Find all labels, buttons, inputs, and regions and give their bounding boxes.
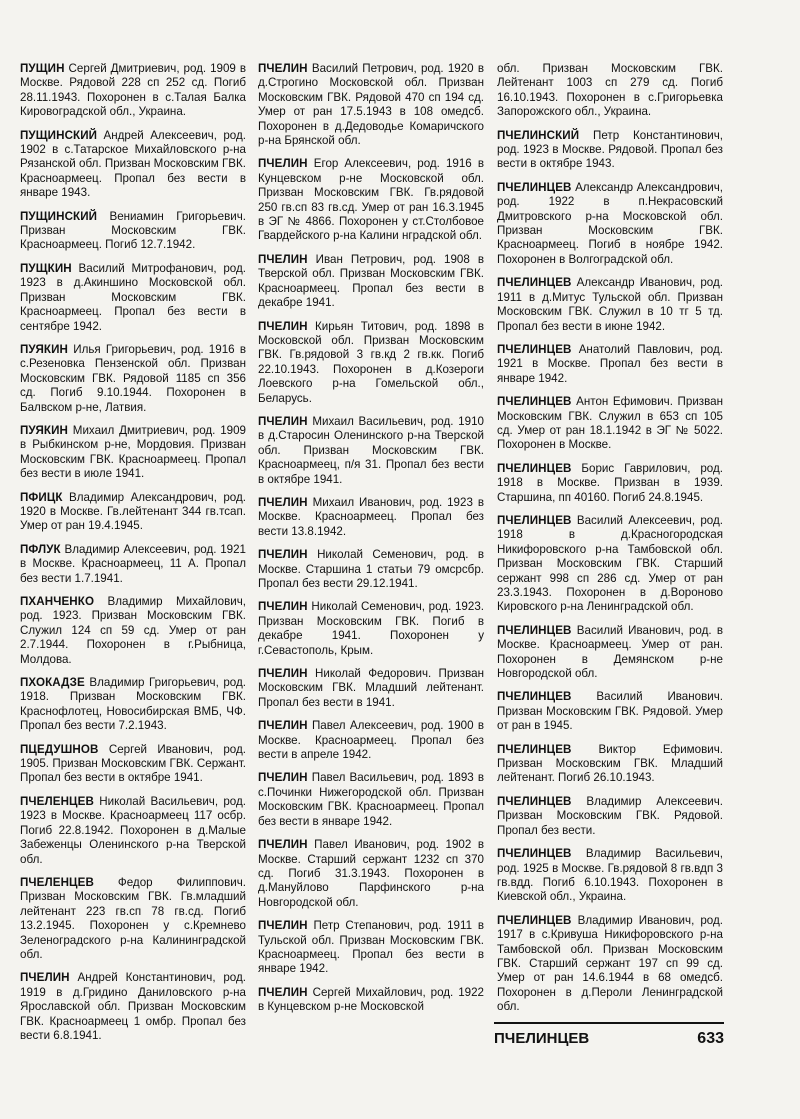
entry-text: Егор Алексеевич, род. 1916 в Кунцевском р-не Московской обл. Призван Московским ГВК. Гв.рядовой 250 гв.сп 83 гв.сд. Умер от ран 16.3.1945 в ЭГ № 4866. Похоронен у ст.Столбовое Гвардейского р-на Калини нградской обл.	[258, 157, 484, 243]
entry-text: Владимир Алексеевич. Призван Московским ГВК. Рядовой. Пропал без вести.	[497, 794, 723, 837]
entry-text: Павел Иванович, род. 1902 в Москве. Старший сержант 1232 сп 370 сд. Погиб 31.3.1943. Похоронен в д.Мануйлово Парфинского р-на Новгородской обл.	[258, 838, 484, 909]
entry-text: Владимир Михайлович, род. 1923. Призван Московским ГВК. Служил 124 сп 59 сд. Умер от ран 2.7.1944. Похоронен в г.Рыбница, Молдова.	[20, 595, 246, 666]
biography-entry	[20, 676, 246, 734]
biography-entry	[497, 847, 723, 905]
entry-text: Сергей Иванович, род. 1905. Призван Московским ГВК. Сержант. Пропал без вести в октябре 1941.	[20, 742, 246, 785]
entry-surname: ПЧЕЛИН	[258, 495, 308, 509]
entry-text: Михаил Иванович, род. 1923 в Москве. Красноармеец. Пропал без вести 13.8.1942.	[258, 495, 484, 538]
entry-surname: ПЧЕЛИНЦЕВ	[497, 461, 572, 475]
biography-entry	[497, 62, 723, 120]
text-column-1	[20, 62, 246, 1052]
biography-entry	[258, 600, 484, 658]
entry-surname: ПЧЕЛИН	[258, 157, 308, 171]
entry-text: Сергей Дмитриевич, род. 1909 в Москве. Рядовой 228 сп 252 сд. Погиб 28.11.1943. Похоронен в с.Талая Балка Кировоградской обл., Украина.	[20, 62, 246, 119]
entry-surname: ПХАНЧЕНКО	[20, 595, 95, 608]
biography-entry	[497, 395, 723, 453]
entry-text: Владимир Александрович, род. 1920 в Москве. Гв.лейтенант 344 гв.тсап. Умер от ран 19.4.1945.	[20, 490, 246, 533]
entry-surname: ПФИЦК	[20, 490, 63, 504]
biography-entry	[258, 157, 484, 243]
entry-surname: ПЧЕЛИН	[258, 838, 308, 852]
entry-text: Антон Ефимович. Призван Московским ГВК. Служил в 653 сп 105 сд. Умер от ран 18.1.1942 в ЭГ № 5022. Похоронен в Москве.	[497, 395, 723, 452]
entry-text: Михаил Васильевич, род. 1910 в д.Старосин Оленинского р-на Тверской обл. Призван Московским ГВК. Красноармеец, п/я 31. Пропал без вести в октябре 1941.	[258, 414, 484, 486]
entry-surname: ПЧЕЛИН	[258, 319, 308, 333]
entry-surname: ПЧЕЛИНЦЕВ	[497, 913, 572, 927]
entry-text: Андрей Алексеевич, род. 1902 в с.Татарское Михайловского р-на Рязанской обл. Призван Московским ГВК. Красноармеец. Пропал без вести в январе 1943.	[20, 128, 246, 200]
biography-entry	[20, 424, 246, 482]
entry-surname: ПЧЕЛИНЦЕВ	[497, 395, 572, 409]
entry-text: Николай Васильевич, род. 1923 в Москве. Красноармеец 117 осбр. Погиб 22.8.1942. Похоронен в д.Малые Забеженцы Оленинского р-на Тверской обл.	[20, 794, 246, 866]
entry-text: Владимир Алексеевич, род. 1921 в Москве. Красноармеец, 11 А. Пропал без вести 1.7.1941.	[20, 542, 246, 585]
entry-text: Александр Иванович, род. 1911 в д.Митус Тульской обл. Призван Московским ГВК. Служил в 10 тг 5 тд. Пропал без вести в июне 1942.	[497, 276, 723, 333]
entry-surname: ПУЩИН	[20, 62, 65, 75]
biography-entry	[497, 181, 723, 267]
page-footer	[494, 1022, 724, 1048]
entry-text: Виктор Ефимович. Призван Московским ГВК. Младший лейтенант. Погиб 26.10.1943.	[497, 742, 723, 785]
entry-surname: ПЧЕЛИНЦЕВ	[497, 513, 572, 527]
biography-entry	[20, 795, 246, 867]
text-column-2	[258, 62, 484, 1024]
entry-text: Иван Петрович, род. 1908 в Тверской обл. Призван Московским ГВК. Красноармеец. Пропал без вести в декабре 1941.	[258, 252, 484, 310]
biography-entry	[20, 62, 246, 120]
entry-surname: ПЧЕЛИНЦЕВ	[497, 342, 572, 356]
biography-entry	[258, 838, 484, 910]
entry-surname: ПЧЕЛИН	[258, 667, 308, 681]
page-number: 633	[697, 1030, 724, 1047]
entry-text: Василий Петрович, род. 1920 в д.Строгино Московской обл. Призван Московским ГВК. Рядовой 470 сп 194 сд. Умер от ран 17.5.1943 в 108 омедсб. Похоронен в д.Дедоводье Комаричского р-на Брянской обл.	[258, 62, 484, 148]
entry-surname: ПЧЕЛИН	[258, 719, 308, 733]
entry-text: Николай Семенович, род. в Москве. Старшина 1 статьи 79 омсрсбр. Пропал без вести 29.12.1941.	[258, 548, 484, 590]
entry-surname: ПЧЕЛЕНЦЕВ	[20, 875, 94, 889]
biography-entry	[258, 496, 484, 539]
entry-text: Василий Алексеевич, род. 1918 в д.Красногородская Никифоровского р-на Тамбовской обл. Призван Московским ГВК. Старший сержант 998 сп 286 сд. Умер от ран 23.3.1943. Похоронен в д.Вороново Кировского р-на Ленинградской обл.	[497, 513, 723, 614]
entry-surname: ПЧЕЛИНЦЕВ	[497, 847, 572, 861]
biography-entry	[497, 514, 723, 615]
entry-surname: ПЧЕЛИНЦЕВ	[497, 794, 572, 808]
biography-entry	[497, 624, 723, 682]
entry-surname: ПЧЕЛИНЦЕВ	[497, 180, 572, 194]
entry-text: Михаил Дмитриевич, род. 1909 в Рыбкинском р-не, Мордовия. Призван Московским ГВК. Красноармеец. Пропал без вести в июле 1941.	[20, 423, 246, 481]
biography-entry	[258, 667, 484, 710]
biography-entry	[497, 129, 723, 172]
biography-entry	[497, 743, 723, 786]
biography-entry	[258, 548, 484, 591]
entry-surname: ПЧЕЛИНЦЕВ	[497, 276, 572, 290]
text-column-3	[497, 62, 723, 1024]
entry-surname: ПЦЕДУШНОВ	[20, 742, 99, 756]
biography-entry	[20, 971, 246, 1043]
entry-text: Илья Григорьевич, род. 1916 в с.Резеновка Пензенской обл. Призван Московским ГВК. Рядовой 1185 сп 356 сд. Погиб 9.10.1944. Похоронен в Балвском р-не, Латвия.	[20, 342, 246, 414]
biography-entry	[258, 253, 484, 311]
biography-entry	[258, 986, 484, 1015]
entry-surname: ПХОКАДЗЕ	[20, 676, 85, 690]
biography-entry	[497, 795, 723, 838]
biography-entry	[20, 543, 246, 586]
biography-entry	[258, 415, 484, 487]
biography-entry	[20, 491, 246, 534]
entry-surname: ПУЩКИН	[20, 261, 72, 275]
biography-entry	[20, 876, 246, 962]
entry-text: Федор Филиппович. Призван Московским ГВК. Гв.младший лейтенант 223 гв.сп 78 гв.сд. Погиб 13.2.1945. Похоронен у с.Кремнево Зеленоградского р-на Калининградской обл.	[20, 875, 246, 961]
entry-surname: ПЧЕЛИН	[20, 971, 70, 985]
entry-text: Владимир Васильевич, род. 1925 в Москве. Гв.рядовой 8 гв.вдп 3 гв.вдд. Погиб 6.10.1943. Похоронен в Киевской обл., Украина.	[497, 847, 723, 904]
entry-surname: ПЧЕЛЕНЦЕВ	[20, 794, 94, 808]
biography-entry	[20, 210, 246, 253]
entry-text: Николай Федорович. Призван Московским ГВК. Младший лейтенант. Пропал без вести в 1941.	[258, 667, 484, 709]
biography-entry	[258, 771, 484, 829]
entry-text: Николай Семенович, род. 1923. Призван Московским ГВК. Погиб в декабре 1941. Похоронен у г.Севастополь, Крым.	[258, 600, 484, 657]
biography-entry	[258, 320, 484, 406]
biography-entry	[20, 743, 246, 786]
entry-text: Василий Митрофанович, род. 1923 в д.Акиншино Московской обл. Призван Московским ГВК. Красноармеец. Пропал без вести в сентябре 1942.	[20, 261, 246, 333]
entry-surname: ПЧЕЛИНСКИЙ	[497, 128, 580, 142]
entry-surname: ПЧЕЛИН	[258, 985, 308, 999]
entry-text: Владимир Григорьевич, род. 1918. Призван Московским ГВК. Краснофлотец, Новосибирская ВМБ, ЧФ. Пропал без вести 7.2.1943.	[20, 676, 246, 733]
entry-surname: ПЧЕЛИНЦЕВ	[497, 742, 572, 756]
entry-surname: ПФЛУК	[20, 542, 61, 556]
entry-surname: ПУЩИНСКИЙ	[20, 209, 98, 223]
entry-text: Борис Гаврилович, род. 1918 в Москве. Призван в 1939. Старшина, пп 40160. Погиб 24.8.1945.	[497, 461, 723, 504]
entry-text: Андрей Константинович, род. 1919 в д.Гридино Даниловского р-на Ярославской обл. Призван Московским ГВК. Красноармеец 1 омбр. Пропал без вести 6.8.1941.	[20, 971, 246, 1042]
biography-entry	[20, 262, 246, 334]
entry-surname: ПУЯКИН	[20, 342, 68, 356]
entry-text: обл. Призван Московским ГВК. Лейтенант 1003 сп 279 сд. Погиб 16.10.1943. Похоронен в с.Григорьевка Запорожского обл., Украина.	[497, 62, 723, 119]
entry-text: Павел Васильевич, род. 1893 в с.Починки Нижегородской обл. Призван Московским ГВК. Красноармеец. Пропал без вести в январе 1942.	[258, 771, 484, 828]
running-head: ПЧЕЛИНЦЕВ	[494, 1030, 590, 1047]
entry-surname: ПУЯКИН	[20, 423, 68, 437]
entry-text: Василий Иванович. Призван Московским ГВК. Рядовой. Умер от ран в 1945.	[497, 690, 723, 733]
entry-text: Кирьян Титович, род. 1898 в Московской обл. Призван Московским ГВК. Гв.рядовой 3 гв.кд 2 гв.кк. Погиб 22.10.1943. Похоронен в д.Козероги Лоевского р-на Гомельской обл., Беларусь.	[258, 319, 484, 405]
entry-surname: ПЧЕЛИН	[258, 414, 308, 428]
biography-entry	[497, 690, 723, 733]
entry-text: Вениамин Григорьевич. Призван Московским ГВК. Красноармеец. Погиб 12.7.1942.	[20, 209, 246, 252]
biography-entry	[497, 276, 723, 334]
biography-entry	[258, 919, 484, 977]
entry-surname: ПЧЕЛИН	[258, 62, 308, 75]
biography-entry	[258, 719, 484, 762]
entry-surname: ПЧЕЛИН	[258, 600, 308, 614]
biography-entry	[497, 462, 723, 505]
entry-text: Павел Алексеевич, род. 1900 в Москве. Красноармеец. Пропал без вести в апреле 1942.	[258, 719, 484, 762]
entry-text: Петр Константинович, род. 1923 в Москве. Рядовой. Пропал без вести в октябре 1943.	[497, 128, 723, 171]
entry-text: Василий Иванович, род. в Москве. Красноармеец. Умер от ран. Похоронен в Демянском р-не Новгородской обл.	[497, 623, 723, 681]
biography-entry	[20, 595, 246, 667]
biography-entry	[497, 914, 723, 1015]
entry-text: Владимир Иванович, род. 1917 в с.Кривуша Никифоровского р-на Тамбовской обл. Призван Московским ГВК. Старший сержант 197 сп 99 сд. Умер от ран 14.6.1944 в 68 омедсб. Похоронен в д.Пероли Ленинградской обл.	[497, 913, 723, 1014]
biography-entry	[258, 62, 484, 148]
entry-surname: ПЧЕЛИНЦЕВ	[497, 623, 572, 637]
entry-surname: ПЧЕЛИН	[258, 252, 308, 266]
biography-entry	[497, 343, 723, 386]
biography-entry	[20, 129, 246, 201]
entry-text: Александр Александрович, род. 1922 в п.Некрасовский Дмитровского р-на Московской обл. Призван Московским ГВК. Красноармеец. Погиб в ноябре 1942. Похоронен в Волгоградской обл.	[497, 180, 723, 266]
entry-surname: ПУЩИНСКИЙ	[20, 128, 98, 142]
entry-surname: ПЧЕЛИН	[258, 919, 308, 933]
entry-surname: ПЧЕЛИНЦЕВ	[497, 690, 572, 704]
entry-surname: ПЧЕЛИН	[258, 771, 308, 785]
entry-surname: ПЧЕЛИН	[258, 548, 308, 562]
biography-entry	[20, 343, 246, 415]
entry-text: Сергей Михайлович, род. 1922 в Кунцевском р-не Московской	[258, 985, 484, 1014]
entry-text: Петр Степанович, род. 1911 в Тульской обл. Призван Московским ГВК. Красноармеец. Пропал без вести в январе 1942.	[258, 919, 484, 976]
entry-text: Анатолий Павлович, род. 1921 в Москве. Пропал без вести в январе 1942.	[497, 342, 723, 385]
